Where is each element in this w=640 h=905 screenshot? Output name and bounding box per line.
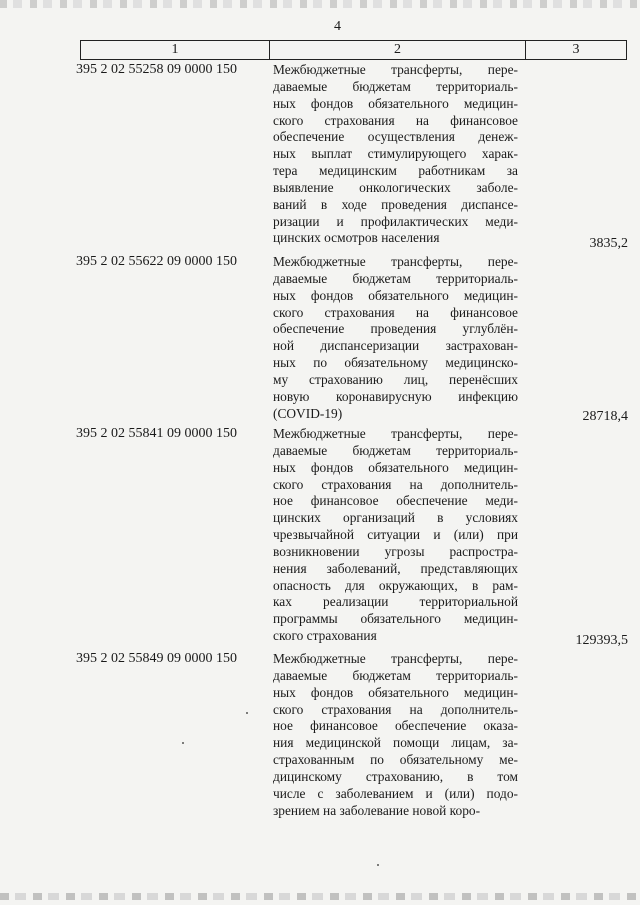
scan-speck [246, 712, 248, 714]
description-line: Межбюджетные трансферты, пере- [273, 426, 518, 441]
page-number: 4 [334, 19, 341, 34]
scan-edge-top [0, 0, 640, 8]
description-line: программы обязательного медицин- [273, 611, 518, 627]
description-line: ния медицинской помощи лицам, за- [273, 735, 518, 751]
description-line: ского страхования [273, 628, 377, 644]
description-line: цинских организаций в условиях [273, 510, 518, 526]
row-amount: 28718,4 [582, 409, 628, 424]
scan-speck [377, 864, 379, 866]
scan-speck [182, 742, 184, 744]
description-line: ной диспансеризации застрахован- [273, 338, 518, 354]
description-line: цинских осмотров населения [273, 230, 440, 246]
description-line: даваемые бюджетам территориаль- [273, 78, 518, 94]
row-description [273, 426, 518, 645]
description-line: страхованным по обязательному ме- [273, 752, 518, 768]
description-line: ных по обязательному медицинско- [273, 355, 518, 371]
description-line: ных фондов обязательного медицин- [273, 459, 518, 475]
scan-edge-bottom [0, 893, 640, 900]
description-line: ных фондов обязательного медицин- [273, 95, 518, 111]
description-line: Межбюджетные трансферты, пере- [273, 62, 518, 77]
description-line: обеспечение проведения углублён- [273, 321, 518, 337]
description-line: ского страхования на финансовое [273, 112, 518, 128]
description-line: ского страхования на финансовое [273, 304, 518, 320]
description-line: даваемые бюджетам территориаль- [273, 270, 518, 286]
row-description [273, 62, 518, 247]
description-line: даваемые бюджетам территориаль- [273, 442, 518, 458]
row-code: 395 2 02 55849 09 0000 150 [76, 651, 237, 666]
description-line: му страхованию лиц, перенёсших [273, 371, 518, 387]
description-line: тера медицинским работникам за [273, 163, 518, 179]
description-line: Межбюджетные трансферты, пере- [273, 254, 518, 269]
description-line: дицинскому страхованию, в том [273, 768, 518, 784]
row-code: 395 2 02 55841 09 0000 150 [76, 426, 237, 441]
header-col-3: 3 [572, 42, 580, 57]
row-description [273, 651, 518, 819]
header-col-1: 1 [81, 41, 270, 59]
description-line: Межбюджетные трансферты, пере- [273, 651, 518, 666]
description-line: ных фондов обязательного медицин- [273, 287, 518, 303]
description-line: ных фондов обязательного медицин- [273, 684, 518, 700]
description-line: (COVID-19) [273, 405, 343, 421]
description-line: чрезвычайной ситуации и (или) при [273, 527, 518, 543]
description-line: возникновении угрозы распростра- [273, 543, 518, 559]
row-code: 395 2 02 55258 09 0000 150 [76, 62, 237, 77]
description-line: обеспечение осуществления денеж- [273, 129, 518, 145]
row-description [273, 254, 518, 422]
description-line: даваемые бюджетам территориаль- [273, 667, 518, 683]
description-line: зрением на заболевание новой коро- [273, 802, 481, 818]
header-col-2: 2 [270, 41, 526, 59]
description-line: нения заболеваний, представляющих [273, 560, 518, 576]
description-line: выявление онкологических заболе- [273, 179, 518, 195]
description-line: числе с заболеванием и (или) подо- [273, 785, 518, 801]
description-line: ваний в ходе проведения диспансе- [273, 196, 518, 212]
description-line: ского страхования на дополнитель- [273, 476, 518, 492]
description-line: новую коронавирусную инфекцию [273, 388, 518, 404]
description-line: ках реализации территориальной [273, 594, 518, 610]
description-line: ное финансовое обеспечение меди- [273, 493, 518, 509]
table-header [80, 40, 627, 60]
row-amount: 129393,5 [575, 633, 628, 648]
description-line: ных выплат стимулирующего харак- [273, 146, 518, 162]
description-line: ского страхования на дополнитель- [273, 701, 518, 717]
description-line: ризации и профилактических меди- [273, 213, 518, 229]
description-line: ное финансовое обеспечение оказа- [273, 718, 518, 734]
description-line: опасность для окружающих, в рам- [273, 577, 518, 593]
row-amount: 3835,2 [589, 236, 628, 251]
row-code: 395 2 02 55622 09 0000 150 [76, 254, 237, 269]
